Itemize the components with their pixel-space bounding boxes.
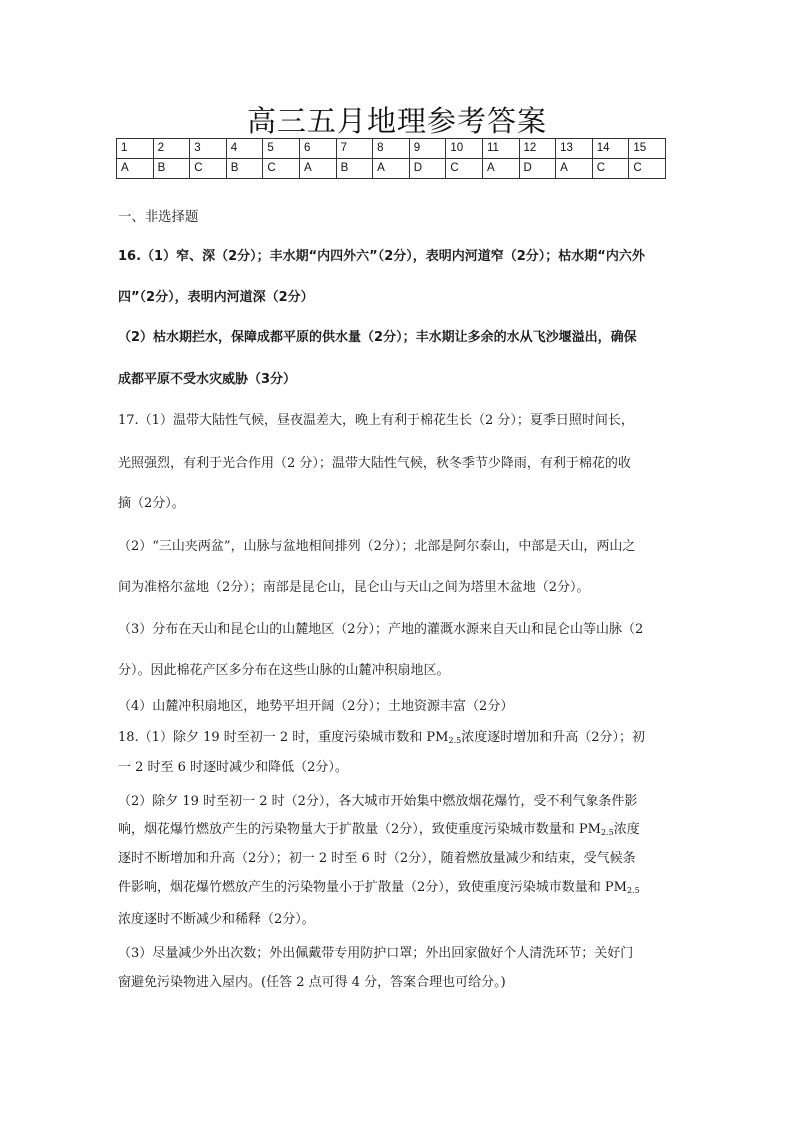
q16-text-line: 成都平原不受水灾威胁（3分） xyxy=(118,372,297,387)
answer-cell: B xyxy=(153,159,190,179)
q17-text-line: 17.（1）温带大陆性气候，昼夜温差大，晚上有利于棉花生长（2 分）；夏季日照时间长， xyxy=(118,413,634,428)
q18-text-line xyxy=(118,878,678,901)
question-number-cell: 1 xyxy=(117,139,154,159)
question-number-row xyxy=(117,139,666,159)
q17-text-line: （3）分布在天山和昆仑山的山麓地区（2分）；产地的灌溉水源来自天山和昆仑山等山脉（2 xyxy=(118,622,644,637)
q17-text-line: （2）“三山夹两盆”，山脉与盆地相间排列（2分）；北部是阿尔泰山，中部是天山，两山之 xyxy=(118,539,636,554)
question-number-cell: 4 xyxy=(226,139,263,159)
q16-text-line: 四”（2分），表明内河道深（2分） xyxy=(118,290,314,305)
q18-text-line: （3）尽量减少外出次数；外出佩戴带专用防护口罩；外出回家做好个人清洗环节；关好门 xyxy=(118,946,634,961)
question-number-cell: 2 xyxy=(153,139,190,159)
question-number-cell: 6 xyxy=(299,139,336,159)
question-number-cell: 13 xyxy=(556,139,593,159)
answer-row xyxy=(117,159,666,179)
pm-subscript: 2.5 xyxy=(600,828,614,837)
answer-cell: C xyxy=(592,159,629,179)
question-number-cell: 8 xyxy=(373,139,410,159)
answer-key-table xyxy=(116,138,666,179)
question-number-cell: 11 xyxy=(482,139,519,159)
q18-text-line: （2）除夕 19 时至初一 2 时（2分），各大城市开始集中燃放烟花爆竹，受不利气象条件影 xyxy=(118,794,638,809)
q18-text-line: 一 2 时至 6 时逐时减少和降低（2分）。 xyxy=(118,760,348,775)
pm-subscript: 2.5 xyxy=(626,886,640,895)
page-title: 高三五月地理参考答案 xyxy=(246,104,547,138)
answer-cell: A xyxy=(373,159,410,179)
question-number-cell: 14 xyxy=(592,139,629,159)
answer-cell: A xyxy=(117,159,154,179)
answer-cell: B xyxy=(226,159,263,179)
q18-text-fragment: 浓度 xyxy=(613,822,640,837)
answer-cell: C xyxy=(263,159,300,179)
q18-text-line xyxy=(118,728,678,751)
section-heading: 一、非选择题 xyxy=(118,210,199,225)
pm-subscript: 2.5 xyxy=(448,736,462,745)
answer-cell: B xyxy=(336,159,373,179)
q18-text-fragment: 18.（1）除夕 19 时至初一 2 时，重度污染城市数和 PM xyxy=(118,730,449,745)
question-number-cell: 7 xyxy=(336,139,373,159)
q16-text-line: 16.（1）窄、深（2分）；丰水期“内四外六”（2分），表明内河道窄（2分）；枯水期“内六外 xyxy=(118,249,645,264)
q18-text-line: 窗避免污染物进入屋内。(任答 2 点可得 4 分，答案合理也可给分。) xyxy=(118,975,506,990)
q17-text-line: 光照强烈，有利于光合作用（2 分）；温带大陆性气候，秋冬季节少降雨，有利于棉花的收 xyxy=(118,456,631,471)
question-number-cell: 3 xyxy=(190,139,227,159)
answer-cell: C xyxy=(446,159,483,179)
answer-cell: D xyxy=(519,159,556,179)
q17-text-line: 分）。因此棉花产区多分布在这些山脉的山麓冲积扇地区。 xyxy=(118,663,450,678)
q17-text-line: （4）山麓冲积扇地区，地势平坦开阔（2分）；土地资源丰富（2分） xyxy=(118,699,514,714)
q18-text-fragment: 浓度逐时增加和升高（2分）；初 xyxy=(461,730,645,745)
answer-cell: A xyxy=(556,159,593,179)
q18-text-line: 浓度逐时不断减少和稀释（2分）。 xyxy=(118,912,315,927)
q18-text-line xyxy=(118,820,678,843)
question-number-cell: 5 xyxy=(263,139,300,159)
q16-text-line: （2）枯水期拦水，保障成都平原的供水量（2分）；丰水期让多余的水从飞沙堰溢出，确保 xyxy=(118,330,637,345)
answer-cell: C xyxy=(190,159,227,179)
q17-text-line: 摘（2分）。 xyxy=(118,496,185,511)
question-number-cell: 10 xyxy=(446,139,483,159)
q18-text-fragment: 件影响，烟花爆竹燃放产生的污染物量小于扩散量（2分），致使重度污染城市数量和 PM xyxy=(118,880,627,895)
q17-text-line: 间为准格尔盆地（2分）；南部是昆仑山，昆仑山与天山之间为塔里木盆地（2分）。 xyxy=(118,580,590,595)
q18-text-line: 逐时不断增加和升高（2分）；初一 2 时至 6 时（2分），随着燃放量减少和结束，受气候条 xyxy=(118,851,636,866)
answer-cell: D xyxy=(409,159,446,179)
question-number-cell: 15 xyxy=(629,139,666,159)
answer-cell: C xyxy=(629,159,666,179)
q18-text-fragment: 响，烟花爆竹燃放产生的污染物量大于扩散量（2分），致使重度污染城市数量和 PM xyxy=(118,822,601,837)
answer-cell: A xyxy=(482,159,519,179)
question-number-cell: 9 xyxy=(409,139,446,159)
answer-cell: A xyxy=(299,159,336,179)
question-number-cell: 12 xyxy=(519,139,556,159)
